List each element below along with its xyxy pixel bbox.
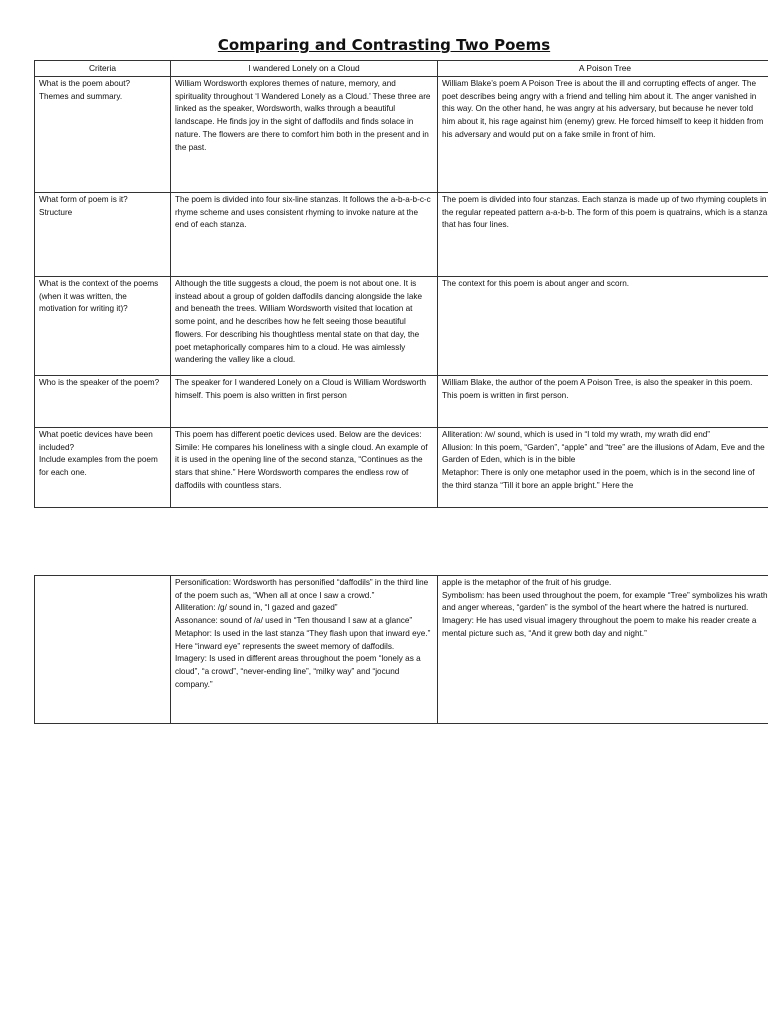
table-row — [35, 277, 768, 376]
table-row — [35, 77, 768, 193]
poem2-cell: apple is the metaphor of the fruit of his grudge. Symbolism: has been used throughout the poem, for example “Tree” symbolizes his wrath and anger whereas, “garden” is the symbol of the heart where the hatred is nurtured. Imagery: He has used visual imagery throughout the poem to make his reader create a mental picture such as, “And it grew both day and night.” — [438, 576, 768, 724]
header-poem2: A Poison Tree — [438, 61, 768, 77]
criteria-cell: What form of poem is it? Structure — [35, 193, 171, 277]
poem1-cell: The speaker for I wandered Lonely on a Cloud is William Wordsworth himself. This poem is also written in first person — [171, 376, 438, 428]
poem2-cell: The context for this poem is about anger and scorn. — [438, 277, 768, 376]
criteria-cell — [35, 576, 171, 724]
poem1-cell: The poem is divided into four six-line stanzas. It follows the a-b-a-b-c-c rhyme scheme and uses consistent rhyming to invoke nature at the end of each stanza. — [171, 193, 438, 277]
poem2-cell: William Blake, the author of the poem A Poison Tree, is also the speaker in this poem. This poem is written in first person. — [438, 376, 768, 428]
table-row — [35, 376, 768, 428]
header-poem1: I wandered Lonely on a Cloud — [171, 61, 438, 77]
comparison-table-continued — [34, 575, 768, 724]
poem1-cell: This poem has different poetic devices used. Below are the devices: Simile: He compares his loneliness with a single cloud. An example of it is used in the opening line of the second stanza, “Continues as the stars that shine.” Here Wordsworth compares the endless row of daffodils with countless stars. — [171, 428, 438, 508]
table-row — [35, 428, 768, 508]
poem2-cell: Alliteration: /w/ sound, which is used in “I told my wrath, my wrath did end” Allusion: In this poem, “Garden”, “apple” and “tree” are the illusions of Adam, Eve and the Garden of Eden, which is in the bible Metaphor: There is only one metaphor used in the poem, which is in the second line of the third stanza “Till it bore an apple bright.” Here the — [438, 428, 768, 508]
poem2-cell: William Blake’s poem A Poison Tree is about the ill and corrupting effects of anger. The poet describes being angry with a friend and telling him about it. The anger vanished in this way. On the other hand, he was angry at his adversary, but because he never told him about it, his rage against him (enemy) grew. He forced himself to keep it hidden from his adversary and would put on a fake smile in front of him. — [438, 77, 768, 193]
criteria-cell: Who is the speaker of the poem? — [35, 376, 171, 428]
comparison-table — [34, 60, 768, 508]
criteria-cell: What is the context of the poems (when it was written, the motivation for writing it)? — [35, 277, 171, 376]
table-row — [35, 193, 768, 277]
table-row — [35, 576, 768, 724]
poem1-cell: William Wordsworth explores themes of nature, memory, and spirituality throughout ‘I Wandered Lonely as a Cloud.’ These three are linked as the speaker, Wordsworth, walks through a beautiful landscape. He finds joy in the sight of daffodils and finds solace in nature. The flowers are there to comfort him both in the present and in the past. — [171, 77, 438, 193]
poem1-cell: Personification: Wordsworth has personified “daffodils” in the third line of the poem such as, “When all at once I saw a crowd.” Alliteration: /g/ sound in, “I gazed and gazed” Assonance: sound of /a/ used in “Ten thousand I saw at a glance” Metaphor: Is used in the last stanza “They flash upon that inward eye.” Here “inward eye” represents the sweet memory of daffodils. Imagery: Is used in different areas throughout the poem “lonely as a cloud”, “a crowd”, “never-ending line”, “milky way” and “jocund company.” — [171, 576, 438, 724]
criteria-cell: What is the poem about? Themes and summary. — [35, 77, 171, 193]
header-criteria: Criteria — [35, 61, 171, 77]
poem1-cell: Although the title suggests a cloud, the poem is not about one. It is instead about a group of golden daffodils dancing alongside the lake and beneath the trees. William Wordsworth visited that location at some point, and he describes how he felt seeing those beautiful flowers. For describing his thoughtless mental state on that day, the poet metaphorically compares him to a cloud. He was aimlessly wandering the valley like a cloud. — [171, 277, 438, 376]
poem2-cell: The poem is divided into four stanzas. Each stanza is made up of two rhyming couplets in the regular repeated pattern a-a-b-b. The form of this poem is quatrains, which is a stanza that has four lines. — [438, 193, 768, 277]
table-header-row — [35, 61, 768, 77]
document-title: Comparing and Contrasting Two Poems — [217, 36, 551, 54]
criteria-cell: What poetic devices have been included? Include examples from the poem for each one. — [35, 428, 171, 508]
